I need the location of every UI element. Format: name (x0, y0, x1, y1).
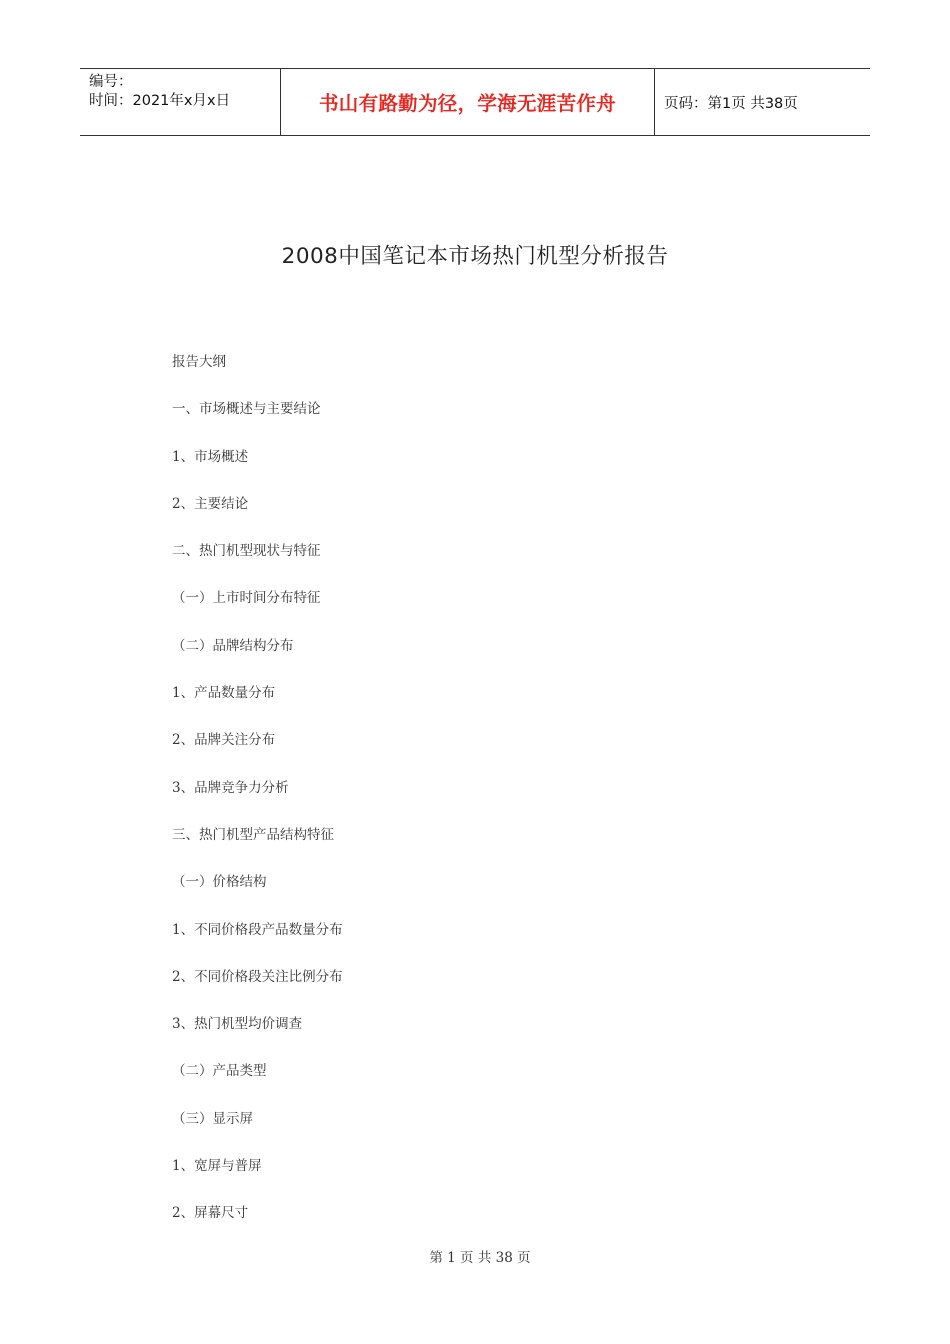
page-footer: 第 1 页 共 38 页 (429, 1250, 531, 1266)
outline-item: 1、不同价格段产品数量分布 (172, 921, 343, 938)
outline-item: （二）产品类型 (172, 1063, 267, 1080)
outline-item: （一）上市时间分布特征 (172, 590, 321, 607)
outline-item: 3、品牌竞争力分析 (172, 779, 289, 796)
document-date-label: 时间：2021年x月x日 (89, 93, 231, 109)
document-number-label: 编号： (89, 74, 133, 90)
report-outline (172, 352, 343, 1251)
outline-item: 2、不同价格段关注比例分布 (172, 968, 343, 985)
document-title: 2008中国笔记本市场热门机型分析报告 (281, 244, 669, 269)
outline-item: （三）显示屏 (172, 1110, 253, 1127)
outline-item: （一）价格结构 (172, 874, 267, 891)
header-page-info: 页码：第1页 共38页 (664, 95, 798, 112)
outline-item: 报告大纲 (172, 354, 226, 370)
outline-item: 2、屏幕尺寸 (172, 1205, 249, 1222)
outline-item: 3、热门机型均价调查 (172, 1016, 303, 1033)
outline-item: 二、热门机型现状与特征 (172, 543, 321, 560)
outline-item: 2、品牌关注分布 (172, 732, 276, 749)
outline-item: 2、主要结论 (172, 495, 249, 512)
outline-item: 1、宽屏与普屏 (172, 1158, 262, 1175)
outline-item: （二）品牌结构分布 (172, 637, 294, 654)
document-header (80, 68, 870, 136)
outline-item: 一、市场概述与主要结论 (172, 401, 321, 418)
outline-item: 三、热门机型产品结构特征 (172, 826, 334, 843)
header-motto: 书山有路勤为径，学海无涯苦作舟 (281, 69, 655, 135)
outline-item: 1、产品数量分布 (172, 685, 276, 702)
outline-item: 1、市场概述 (172, 448, 249, 465)
header-meta-cell (80, 69, 281, 135)
